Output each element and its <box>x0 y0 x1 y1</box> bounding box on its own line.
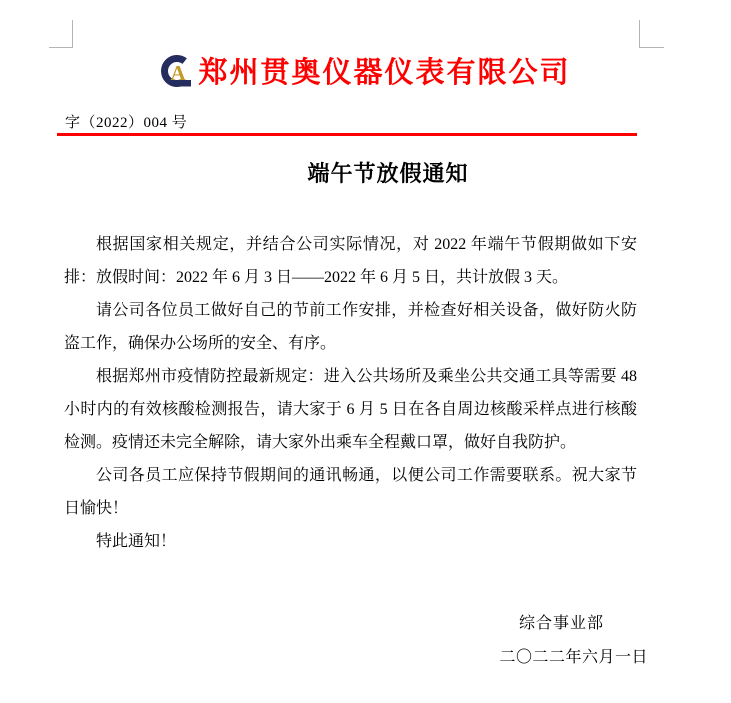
paragraph-pre-holiday-safety: 请公司各位员工做好自己的节前工作安排，并检查好相关设备，做好防火防盗工作，确保办公场所的安全、有序。 <box>64 302 637 352</box>
text-boundary-mark-top-right-horizontal <box>639 47 664 48</box>
text-boundary-mark-top-left-horizontal <box>49 47 73 48</box>
signature-department: 综合事业部 <box>518 615 604 632</box>
paragraph-hereby-notified: 特此通知！ <box>96 533 177 550</box>
text-boundary-mark-top-right-vertical <box>639 20 640 48</box>
logo-letter: A <box>170 60 187 85</box>
signature-block <box>0 607 731 676</box>
paragraph-covid-rules: 根据郑州市疫情防控最新规定：进入公共场所及乘坐公共交通工具等需要 48 小时内的有效核酸检测报告，请大家于 6 月 5 日在各自周边核酸采样点进行核酸检测。疫情还未完全解除，请大家外出乘车全程戴口罩，做好自我防护。 <box>64 368 637 451</box>
letterhead <box>0 50 731 91</box>
document-number: 字（2022）004 号 <box>65 115 188 131</box>
company-logo-icon <box>160 53 196 89</box>
signature-date: 二〇二二年六月一日 <box>499 649 648 666</box>
text-boundary-mark-top-left-vertical <box>72 20 73 48</box>
notice-title: 端午节放假通知 <box>307 161 469 186</box>
company-name: 郑州贯奥仪器仪表有限公司 <box>198 57 571 89</box>
paragraph-holiday-arrangement: 根据国家相关规定，并结合公司实际情况，对 2022 年端午节假期做如下安排：放假时间：2022 年 6 月 3 日——2022 年 6 月 5 日，共计放假 3 天。 <box>64 236 637 286</box>
red-divider-rule <box>57 133 637 136</box>
paragraph-keep-in-contact: 公司各员工应保持节假期间的通讯畅通，以便公司工作需要联系。祝大家节日愉快！ <box>64 467 637 517</box>
notice-body <box>64 228 637 558</box>
